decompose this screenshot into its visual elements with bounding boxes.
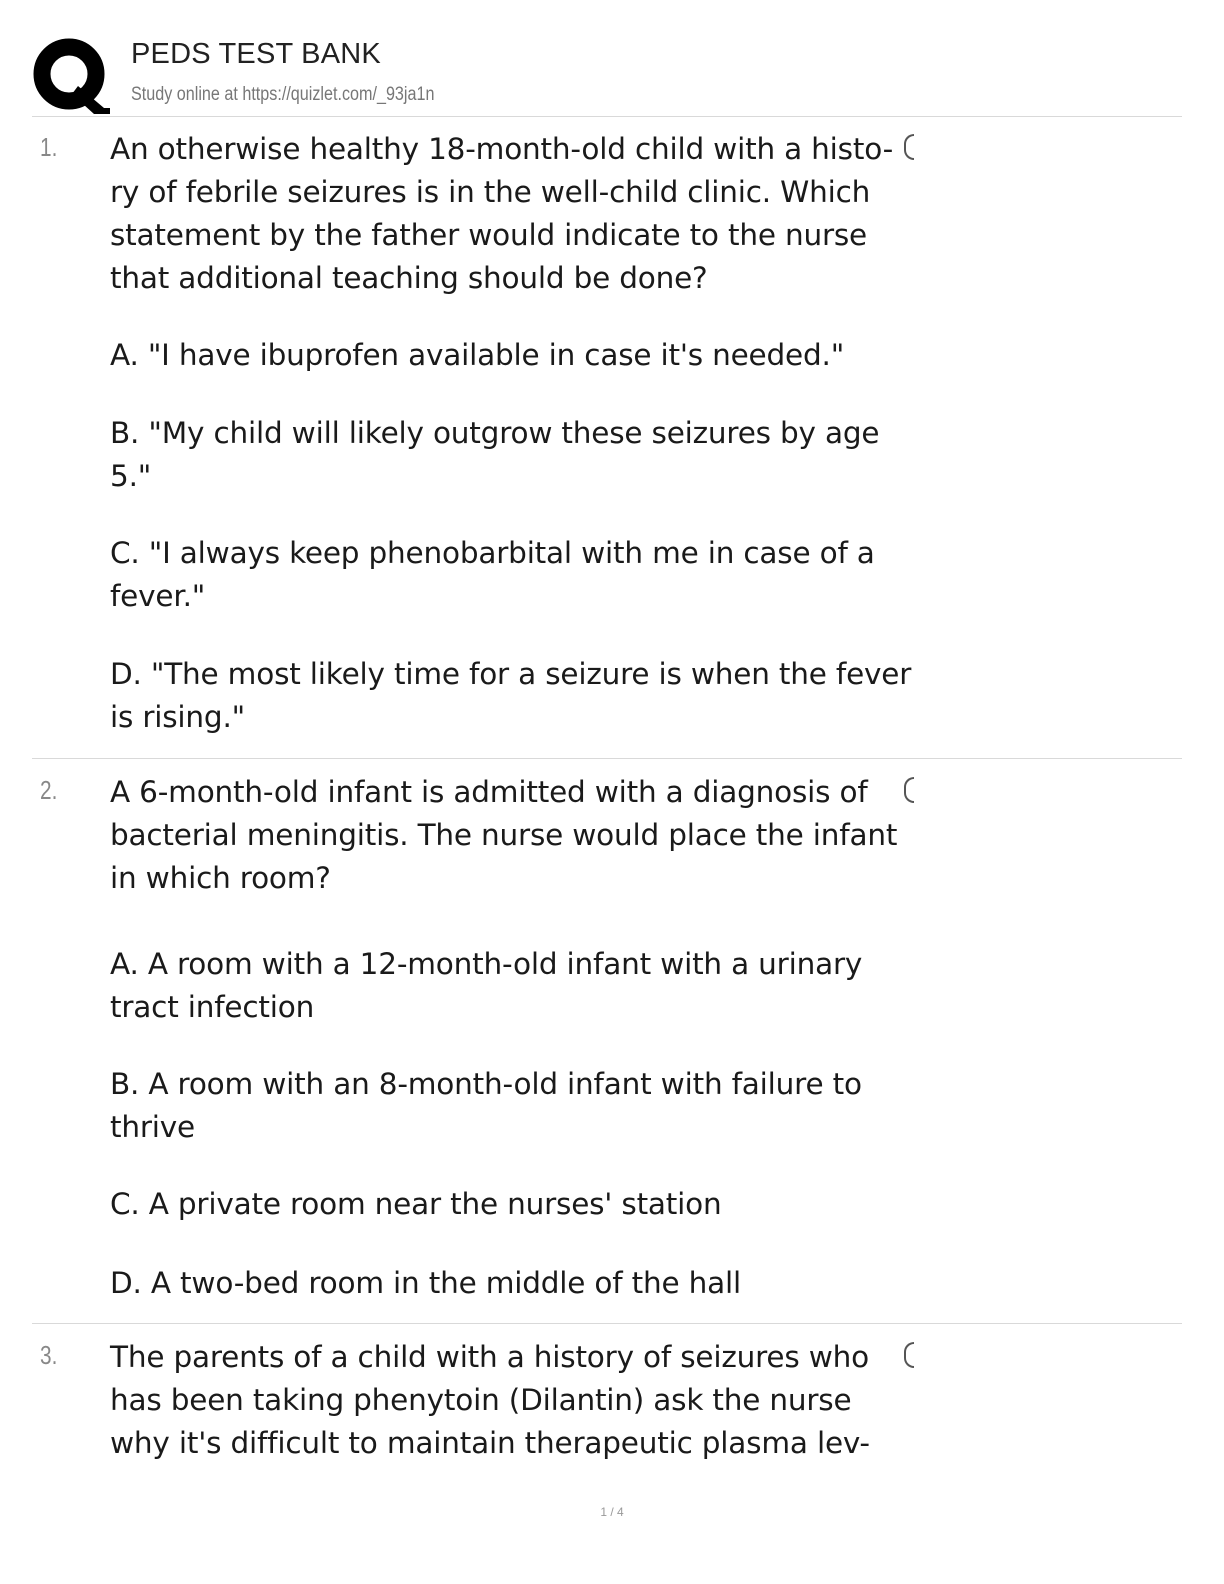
- option-line: fever.": [110, 579, 206, 613]
- option-line: 5.": [110, 459, 152, 493]
- answer-side-indicator-icon: [904, 134, 914, 160]
- quizlet-logo-icon: [32, 36, 110, 114]
- option-line: B. "My child will likely outgrow these seizures by age: [110, 416, 880, 450]
- question-line: bacterial meningitis. The nurse would place the infant: [110, 818, 898, 852]
- option-d: [110, 1262, 910, 1305]
- option-line: A. A room with a 12-month-old infant with a urinary: [110, 947, 863, 981]
- option-line: D. A two-bed room in the middle of the hall: [110, 1266, 741, 1300]
- option-line: thrive: [110, 1110, 195, 1144]
- option-line: C. A private room near the nurses' station: [110, 1187, 722, 1221]
- card-number: 1.: [40, 132, 58, 162]
- question-line: in which room?: [110, 861, 331, 895]
- question-line: that additional teaching should be done?: [110, 261, 708, 295]
- option-c: [110, 1183, 910, 1226]
- answer-side-indicator-icon: [904, 1342, 914, 1368]
- question-line: why it's difficult to maintain therapeutic plasma lev-: [110, 1426, 870, 1460]
- option-line: B. A room with an 8-month-old infant with failure to: [110, 1067, 862, 1101]
- question-text: [110, 1336, 910, 1465]
- card-number: 3.: [40, 1340, 58, 1370]
- option-a: [110, 334, 910, 377]
- question-line: An otherwise healthy 18-month-old child with a histo-: [110, 132, 894, 166]
- divider: [32, 116, 1182, 117]
- answer-side-indicator-icon: [904, 777, 914, 803]
- card-number: 2.: [40, 775, 58, 805]
- page-number: 1 / 4: [600, 1505, 624, 1519]
- option-line: A. "I have ibuprofen available in case it's needed.": [110, 338, 845, 372]
- option-line: is rising.": [110, 700, 246, 734]
- question-line: statement by the father would indicate to the nurse: [110, 218, 867, 252]
- option-line: C. "I always keep phenobarbital with me in case of a: [110, 536, 875, 570]
- question-line: has been taking phenytoin (Dilantin) ask the nurse: [110, 1383, 852, 1417]
- option-a: [110, 943, 910, 1029]
- divider: [32, 758, 1182, 759]
- option-line: tract infection: [110, 990, 315, 1024]
- question-line: A 6-month-old infant is admitted with a diagnosis of: [110, 775, 868, 809]
- question-text: [110, 128, 910, 300]
- option-line: D. "The most likely time for a seizure is when the fever: [110, 657, 912, 691]
- option-c: [110, 532, 910, 618]
- option-b: [110, 1063, 910, 1149]
- page-title: PEDS TEST BANK: [131, 38, 381, 70]
- option-d: [110, 653, 910, 739]
- question-line: ry of febrile seizures is in the well-child clinic. Which: [110, 175, 871, 209]
- question-line: The parents of a child with a history of seizures who: [110, 1340, 869, 1374]
- divider: [32, 1323, 1182, 1324]
- question-text: [110, 771, 910, 900]
- option-b: [110, 412, 910, 498]
- study-online-link[interactable]: Study online at https://quizlet.com/_93ja1n: [131, 84, 435, 105]
